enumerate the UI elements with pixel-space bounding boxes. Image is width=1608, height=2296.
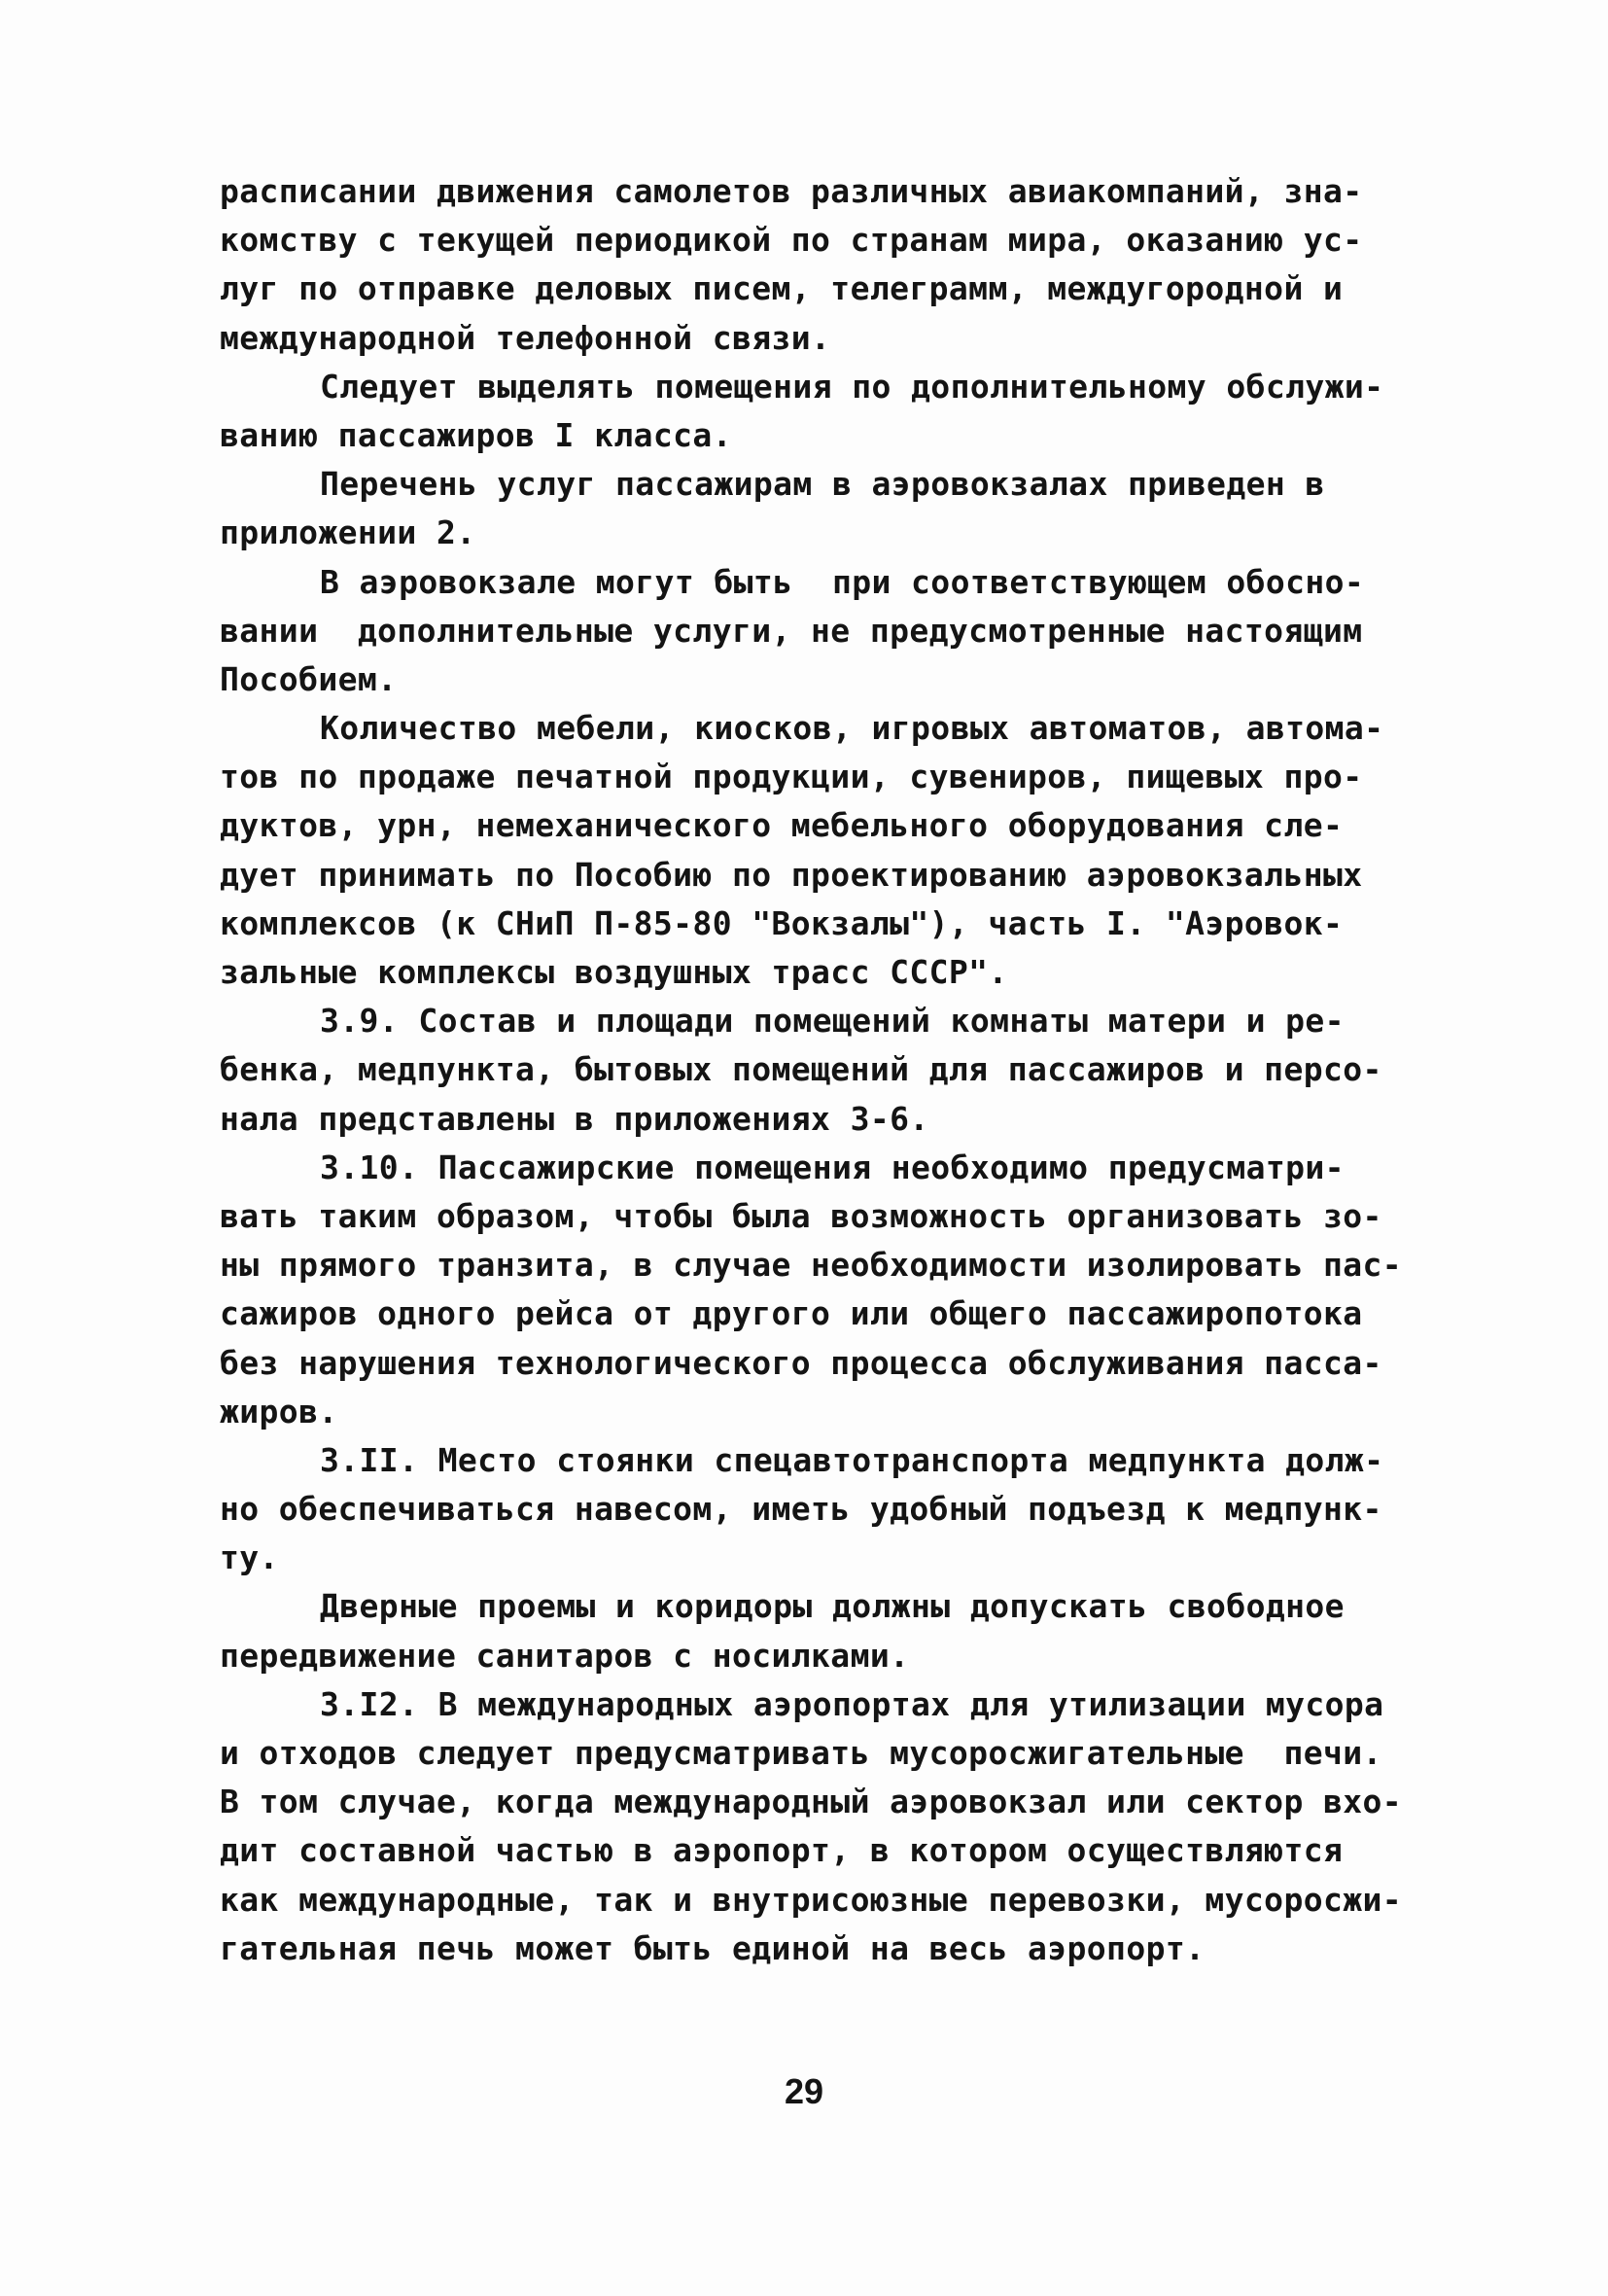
text-line: 3.9. Состав и площади помещений комнаты матери и ре- bbox=[320, 1002, 1345, 1041]
text-line: комплексов (к СНиП П-85-80 "Вокзалы"), часть I. "Аэровок- bbox=[220, 903, 1344, 942]
text-line: тов по продаже печатной продукции, сувениров, пищевых про- bbox=[220, 758, 1363, 796]
text-line: бенка, медпункта, бытовых помещений для пассажиров и персо- bbox=[220, 1050, 1382, 1089]
text-line: и отходов следует предусматривать мусоросжигательные печи. bbox=[220, 1734, 1382, 1772]
text-line: луг по отправке деловых писем, телеграмм, междугородной и bbox=[220, 269, 1344, 308]
text-line: ны прямого транзита, в случае необходимости изолировать пас- bbox=[220, 1246, 1403, 1285]
text-line: Следует выделять помещения по дополнительному обслужи- bbox=[320, 367, 1384, 406]
text-line: Перечень услуг пассажирам в аэровокзалах приведен в bbox=[320, 465, 1325, 504]
body-text bbox=[220, 167, 1445, 1973]
text-line: ванию пассажиров I класса. bbox=[220, 415, 732, 454]
text-line: сажиров одного рейса от другого или общего пассажиропотока bbox=[220, 1294, 1363, 1333]
text-line: 3.II. Место стоянки спецавтотранспорта медпункта долж- bbox=[320, 1440, 1384, 1479]
text-line: приложении 2. bbox=[220, 513, 476, 552]
text-line: международной телефонной связи. bbox=[220, 318, 831, 357]
text-line: передвижение санитаров с носилками. bbox=[220, 1636, 910, 1675]
text-line: Дверные проемы и коридоры должны допускать свободное bbox=[320, 1587, 1345, 1626]
text-line: гательная печь может быть единой на весь аэропорт. bbox=[220, 1928, 1206, 1967]
text-line: дует принимать по Пособию по проектированию аэровокзальных bbox=[220, 855, 1363, 894]
text-line: нала представлены в приложениях 3-6. bbox=[220, 1099, 929, 1138]
text-line: комству с текущей периодикой по странам мира, оказанию ус- bbox=[220, 221, 1363, 260]
text-line: вании дополнительные услуги, не предусмотренные настоящим bbox=[220, 611, 1363, 650]
text-line: Количество мебели, киосков, игровых автоматов, автома- bbox=[320, 709, 1384, 748]
text-line: дит составной частью в аэропорт, в котором осуществляются bbox=[220, 1831, 1344, 1870]
text-line: 3.10. Пассажирские помещения необходимо предусматри- bbox=[320, 1148, 1345, 1186]
text-line: но обеспечиваться навесом, иметь удобный подъезд к медпунк- bbox=[220, 1490, 1382, 1529]
text-line: зальные комплексы воздушных трасс СССР". bbox=[220, 953, 1008, 991]
text-line: ту. bbox=[220, 1538, 279, 1577]
page-number: 29 bbox=[784, 2071, 824, 2111]
text-line: Пособием. bbox=[220, 659, 398, 698]
text-line: 3.I2. В международных аэропортах для утилизации мусора bbox=[320, 1684, 1384, 1723]
text-line: дуктов, урн, немеханического мебельного оборудования сле- bbox=[220, 806, 1344, 845]
text-line: как международные, так и внутрисоюзные перевозки, мусоросжи- bbox=[220, 1880, 1403, 1919]
text-line: вать таким образом, чтобы была возможность организовать зо- bbox=[220, 1196, 1382, 1235]
text-line: В том случае, когда международный аэровокзал или сектор вхо- bbox=[220, 1783, 1403, 1821]
text-line: жиров. bbox=[220, 1392, 338, 1431]
text-line: В аэровокзале могут быть при соответствующем обосно- bbox=[320, 562, 1365, 601]
text-line: без нарушения технологического процесса обслуживания пасса- bbox=[220, 1343, 1382, 1382]
text-line: расписании движения самолетов различных авиакомпаний, зна- bbox=[220, 172, 1363, 210]
